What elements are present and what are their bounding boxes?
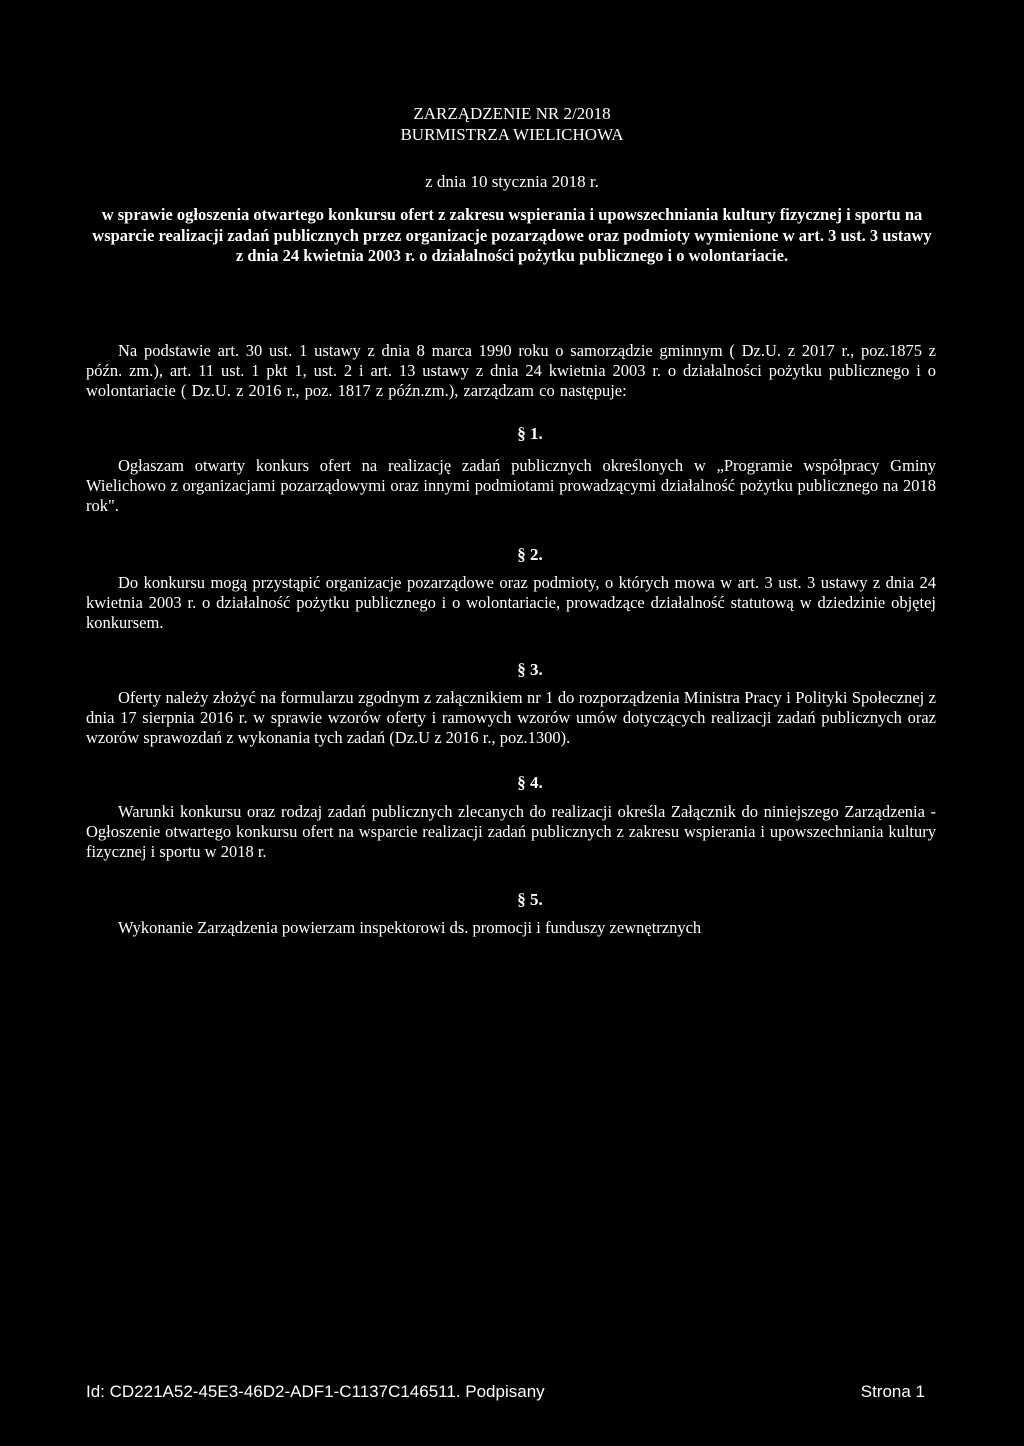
legal-basis-text: Na podstawie art. 30 ust. 1 ustawy z dnia 8 marca 1990 roku o samorządzie gminnym ( Dz.U. z 2017 r., poz.1875 z późn. zm.), art. 11 ust. 1 pkt 1, ust. 2 i art. 13 ustawy z dnia 24 kwietnia 2003 r. o działalności pożytku publicznego i o wolontariacie ( Dz.U. z 2016 r., poz. 1817 z późn.zm.), zarządzam co następuje: [86, 341, 936, 400]
legal-basis-paragraph [86, 341, 936, 401]
section-5-heading: § 5. [517, 890, 543, 909]
section-4-heading: § 4. [517, 773, 543, 792]
document-subject: w sprawie ogłoszenia otwartego konkursu ofert z zakresu wspierania i upowszechniania kultury fizycznej i sportu na wsparcie realizacji zadań publicznych przez organizacje pozarządowe oraz podmioty wymienione w art. 3 ust. 3 ustawy z dnia 24 kwietnia 2003 r. o działalności pożytku publicznego i o wolontariacie. [92, 205, 932, 265]
section-5-paragraph [86, 918, 936, 938]
document-title: ZARZĄDZENIE NR 2/2018 [413, 104, 611, 123]
section-1-paragraph [86, 456, 936, 516]
section-1-text: Ogłaszam otwarty konkurs ofert na realizację zadań publicznych określonych w „Programie współpracy Gminy Wielichowo z organizacjami pozarządowymi oraz innymi podmiotami prowadzącymi działalność pożytku publicznego na 2018 rok". [86, 456, 936, 515]
document-issuer: BURMISTRZA WIELICHOWA [400, 125, 624, 144]
section-5-text: Wykonanie Zarządzenia powierzam inspektorowi ds. promocji i funduszy zewnętrznych [118, 918, 702, 937]
section-4-paragraph [86, 802, 936, 862]
section-1-heading: § 1. [517, 424, 543, 443]
section-2-heading: § 2. [517, 545, 543, 564]
page-number-footer: Strona 1 [860, 1382, 925, 1401]
section-4-text: Warunki konkursu oraz rodzaj zadań publicznych zlecanych do realizacji określa Załącznik do niniejszego Zarządzenia - Ogłoszenie otwartego konkursu ofert na wsparcie realizacji zadań publicznych z zakresu wspierania i upowszechniania kultury fizycznej i sportu w 2018 r. [86, 802, 936, 861]
document-id-footer: Id: CD221A52-45E3-46D2-ADF1-C1137C146511. Podpisany [86, 1382, 545, 1401]
document-date: z dnia 10 stycznia 2018 r. [425, 172, 599, 191]
section-3-heading: § 3. [517, 660, 543, 679]
section-3-text: Oferty należy złożyć na formularzu zgodnym z załącznikiem nr 1 do rozporządzenia Ministra Pracy i Polityki Społecznej z dnia 17 sierpnia 2016 r. w sprawie wzorów oferty i ramowych wzorów umów dotyczących realizacji zadań publicznych oraz wzorów sprawozdań z wykonania tych zadań (Dz.U z 2016 r., poz.1300). [86, 688, 936, 747]
section-2-paragraph [86, 573, 936, 633]
section-2-text: Do konkursu mogą przystąpić organizacje pozarządowe oraz podmioty, o których mowa w art. 3 ust. 3 ustawy z dnia 24 kwietnia 2003 r. o działalność pożytku publicznego i o wolontariacie, prowadzące działalność statutową w dziedzinie objętej konkursem. [86, 573, 936, 632]
section-3-paragraph [86, 688, 936, 748]
